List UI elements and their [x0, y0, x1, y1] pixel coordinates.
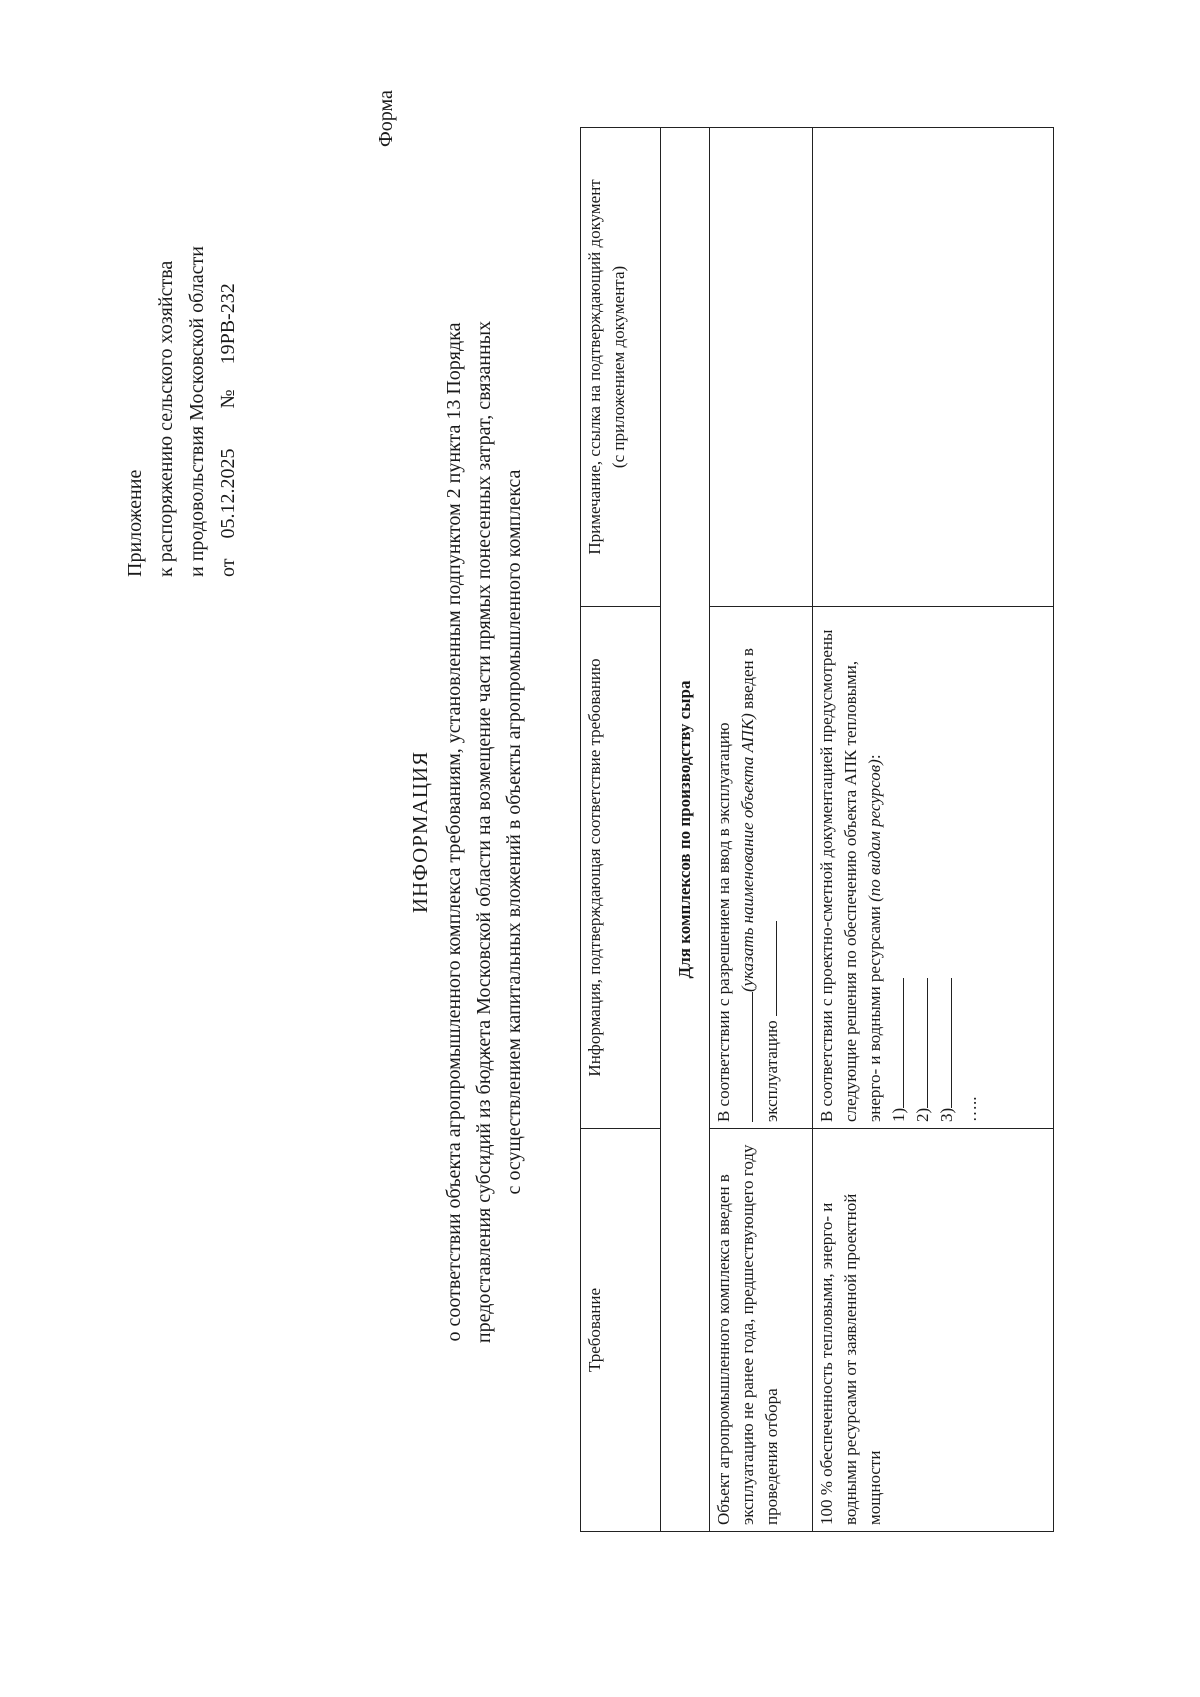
list-item: 1): [887, 613, 911, 1122]
table-row: [710, 128, 813, 1532]
fill-in-blank: [762, 921, 777, 1016]
appendix-date: 05.12.2025: [217, 448, 239, 539]
section-title: Для комплексов по производству сыра: [661, 128, 710, 1532]
title-block: [408, 192, 529, 1472]
header-information: Информация, подтверждающая соответствие требованию: [581, 606, 661, 1128]
list-item: …..: [961, 1096, 980, 1123]
form-label: Форма: [375, 90, 397, 147]
appendix-number-sign: №: [217, 389, 239, 409]
row2-information: В соответствии с проектно-сметной документацией предусмотрены следующие решения по обеспечению объекта АПК тепловыми, энерго- и водными ресурсами (по видам ресурсов): 1) 2) 3) …..: [813, 606, 1054, 1128]
appendix-line3: и продовольствия Московской области: [186, 246, 208, 577]
row2-requirement: 100 % обеспеченность тепловыми, энерго- и водными ресурсами от заявленной проектной мощности: [813, 1129, 1054, 1532]
row2-note: [813, 128, 1054, 607]
header-requirement: Требование: [581, 1129, 661, 1532]
subtitle-line2: предоставления субсидий из бюджета Московской области на возмещение части прямых понесенных затрат, связанных: [473, 320, 495, 1344]
list-item: 3): [935, 613, 959, 1122]
table-section-row: [661, 128, 710, 1532]
appendix-number: 19РВ-232: [217, 283, 239, 365]
appendix-from-label: от: [217, 558, 239, 577]
row1-information: В соответствии с разрешением на ввод в эксплуатацию (указать наименование объекта АПК) введен в эксплуатацию: [710, 606, 813, 1128]
table-row: [813, 128, 1054, 1532]
document-subtitle: [439, 192, 529, 1472]
appendix-line2: к распоряжению сельского хозяйства: [155, 260, 177, 577]
appendix-block: [120, 246, 244, 577]
appendix-line1: Приложение: [124, 469, 146, 577]
row1-note: [710, 128, 813, 607]
document-title: ИНФОРМАЦИЯ: [408, 750, 432, 914]
subtitle-line1: о соответствии объекта агропромышленного комплекса требованиям, установленным подпунктом 2 пункта 13 Порядка: [443, 322, 465, 1342]
list-item: 2): [911, 613, 935, 1122]
fill-in-blank: [738, 992, 753, 1122]
requirements-table: [580, 127, 1054, 1532]
row1-requirement: Объект агропромышленного комплекса введен в эксплуатацию не ранее года, предшествующего году проведения отбора: [710, 1129, 813, 1532]
header-note: [581, 128, 661, 607]
header-note-sub: (с приложением документа): [609, 265, 628, 469]
appendix-date-line: [213, 246, 244, 577]
header-note-text: Примечание, ссылка на подтверждающий документ: [585, 179, 604, 555]
subtitle-line3: с осуществлением капитальных вложений в объекты агропромышленного комплекса: [503, 469, 525, 1195]
table-header-row: [581, 128, 661, 1532]
